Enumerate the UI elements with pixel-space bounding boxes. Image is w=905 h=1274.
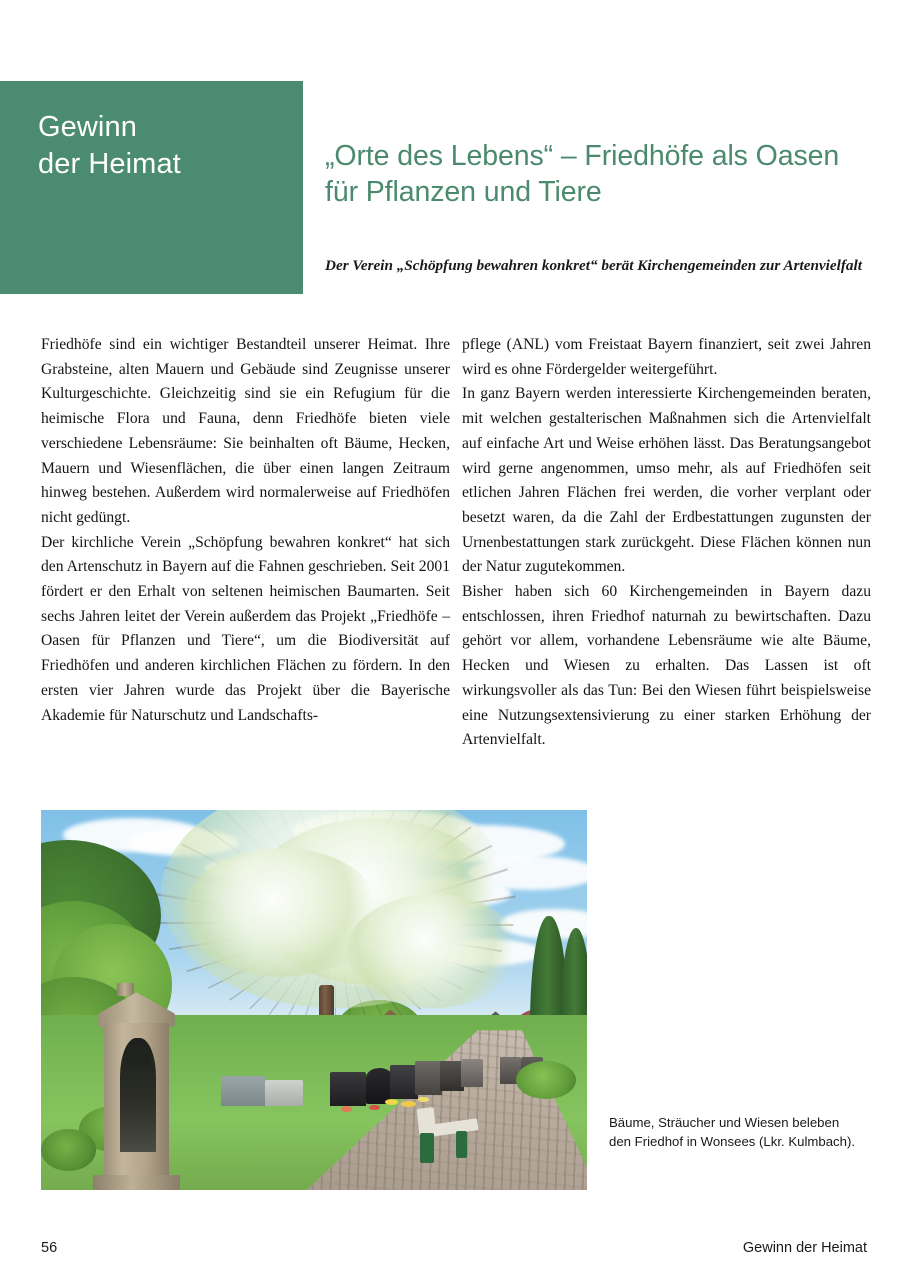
footer-page-number: 56 (41, 1240, 58, 1256)
paragraph: Bisher haben sich 60 Kirchengemeinden in Bayern dazu entschlossen, ihren Friedhof naturnah zu bewirtschaften. Dazu gehört vor allem, vorhandene Lebensräume wie alte Bäume, Hecken und Wiesen zu erhalten. Das Lassen ist oft wirkungsvoller als das Tun: Bei den Wiesen führt beispielsweise eine Nutzungsextensivierung zu einer starken Erhöhung der Artenvielfalt. (462, 583, 871, 749)
article-header (325, 138, 881, 277)
article-subheadline: Der Verein „Schöpfung bewahren konkret“ berät Kirchengemeinden zur Artenvielfalt (325, 256, 862, 274)
section-label-box (0, 81, 303, 294)
paragraph: Der kirchliche Verein „Schöpfung bewahren konkret“ hat sich den Artenschutz in Bayern auf die Fahnen geschrieben. Seit 2001 fördert er den Erhalt von seltenen heimischen Baumarten. Seit sechs Jahren leitet der Verein außerdem das Projekt „Friedhöfe – Oasen für Pflanzen und Tiere“, um die Biodiversität auf Friedhöfen und anderen kirchlichen Flächen zu fördern. In den ersten vier Jahren wurde das Projekt über die Bayerische Akademie für Naturschutz und Landschafts- (41, 533, 450, 724)
section-label-line-1: Gewinn (38, 111, 137, 143)
caption-line-1: Bäume, Sträucher und Wiesen beleben (609, 1115, 840, 1130)
headline-line-1: „Orte des Lebens“ – Friedhöfe als Oasen (325, 140, 840, 172)
page-title (325, 138, 881, 211)
headline-line-2: für Pflanzen und Tiere (325, 176, 602, 209)
cemetery-photo (41, 810, 587, 1190)
caption-line-2: den Friedhof in Wonsees (Lkr. Kulmbach). (609, 1134, 856, 1150)
photo-canvas (41, 810, 587, 1190)
footer-section-name: Gewinn der Heimat (742, 1240, 867, 1256)
paragraph: pflege (ANL) vom Freistaat Bayern finanziert, seit zwei Jahren wird es ohne Fördergelder weitergeführt. (462, 336, 871, 378)
section-label-line-2: der Heimat (38, 148, 181, 181)
photo-caption (609, 1113, 871, 1152)
body-column-left (41, 333, 450, 728)
body-column-right (462, 333, 871, 753)
paragraph: In ganz Bayern werden interessierte Kirchengemeinden beraten, mit welchen gestalterischen Maßnahmen sich die Artenvielfalt auf einfache Art und Weise erhöhen lässt. Das Beratungsangebot wird gerne angenommen, umso mehr, als auf Friedhöfen seit etlichen Jahren Flächen frei werden, die vorher verplant oder besetzt waren, da die Zahl der Erdbestattungen zugunsten der Urnenbestattungen stark zurückgeht. Diese Flächen können nun der Natur zugutekommen. (462, 385, 871, 576)
paragraph: Friedhöfe sind ein wichtiger Bestandteil unserer Heimat. Ihre Grabsteine, alten Mauern und Gebäude sind Zeugnisse unserer Kulturgeschichte. Gleichzeitig sind sie ein Refugium für die heimische Flora und Fauna, denn Friedhöfe bieten viele verschiedene Lebensräume: Sie beinhalten oft Bäume, Hecken, Mauern und Wiesenflächen, die über einen langen Zeitraum hinweg bestehen. Außerdem wird normalerweise auf Friedhöfen nicht gedüngt. (41, 336, 450, 526)
